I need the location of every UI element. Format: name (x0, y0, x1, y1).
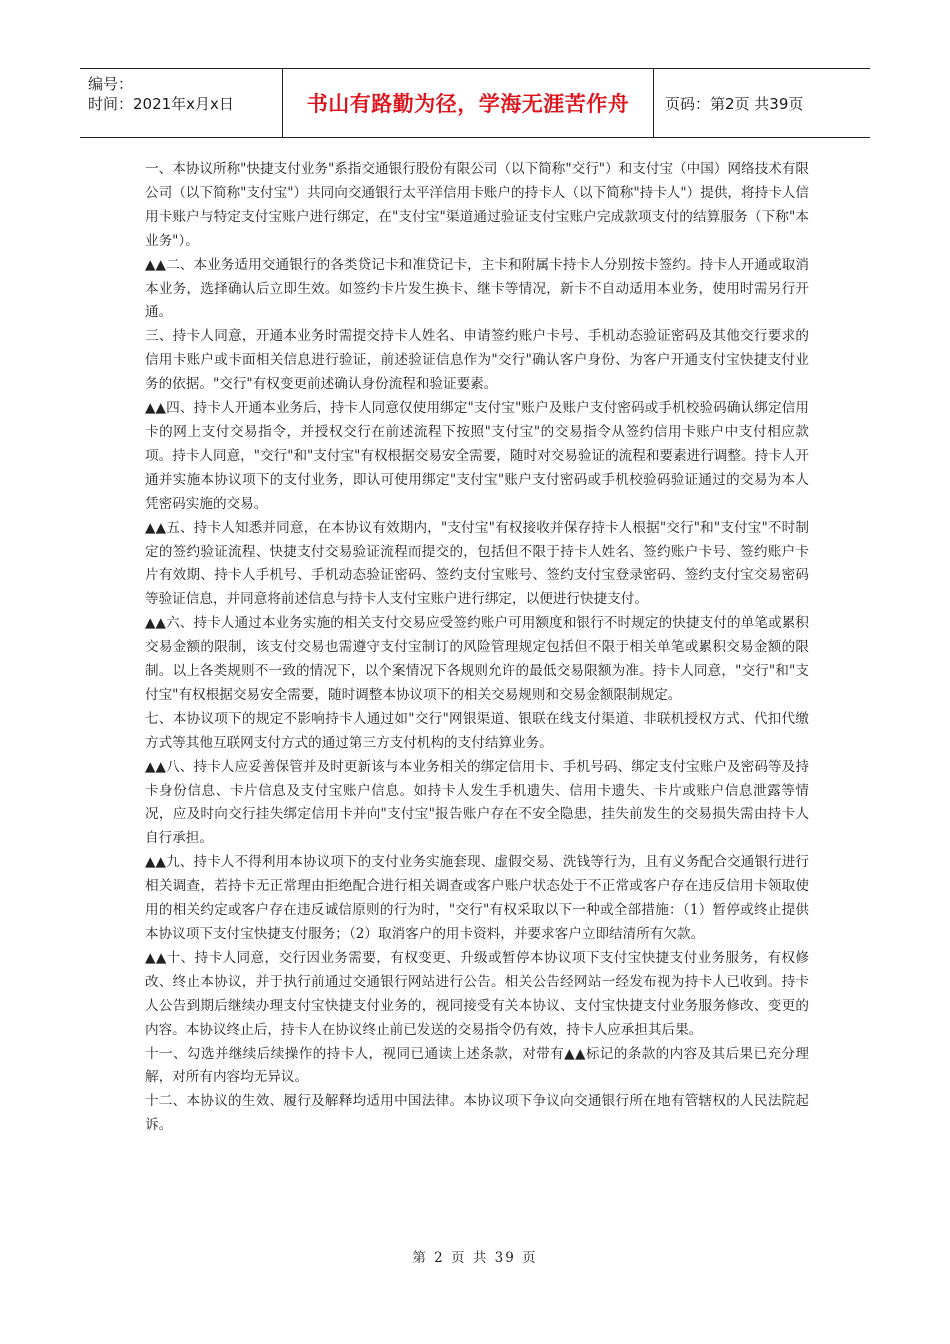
document-number: 编号： (88, 75, 134, 93)
clause-2: ▲▲二、本业务适用交通银行的各类贷记卡和准贷记卡，主卡和附属卡持卡人分别按卡签约。持卡人开通或取消本业务，选择确认后立即生效。如签约卡片发生换卡、继卡等情况，新卡不自动适用本业务，使用时需另行开通。 (145, 256, 809, 321)
page-header (80, 68, 870, 138)
clause-11: 十一、勾选并继续后续操作的持卡人，视同已通读上述条款，对带有▲▲标记的条款的内容及其后果已充分理解，对所有内容均无异议。 (145, 1045, 809, 1086)
clause-5: ▲▲五、持卡人知悉并同意，在本协议有效期内，"支付宝"有权接收并保存持卡人根据"交行"和"支付宝"不时制定的签约验证流程、快捷支付交易验证流程而提交的，包括但不限于持卡人姓名、签约账户卡号、签约账户卡片有效期、持卡人手机号、手机动态验证密码、签约支付宝账号、签约支付宝登录密码、签约支付宝交易密码等验证信息，并同意将前述信息与持卡人支付宝账户进行绑定，以便进行快捷支付。 (145, 519, 809, 608)
header-page-info: 页码：第2页 共39页 (665, 95, 804, 113)
clause-7: 七、本协议项下的规定不影响持卡人通过如"交行"网银渠道、银联在线支付渠道、非联机授权方式、代扣代缴方式等其他互联网支付方式的通过第三方支付机构的支付结算业务。 (145, 710, 809, 751)
clause-1: 一、本协议所称"快捷支付业务"系指交通银行股份有限公司（以下简称"交行"）和支付宝（中国）网络技术有限公司（以下简称"支付宝"）共同向交通银行太平洋信用卡账户的持卡人（以下简称"持卡人"）提供，将持卡人信用卡账户与特定支付宝账户进行绑定，在"支付宝"渠道通过验证支付宝账户完成款项支付的结算服务（下称"本业务"）。 (145, 161, 809, 249)
clause-6: ▲▲六、持卡人通过本业务实施的相关支付交易应受签约账户可用额度和银行不时规定的快捷支付的单笔或累积交易金额的限制，该支付交易也需遵守支付宝制订的风险管理规定包括但不限于相关单笔或累积交易金额的限制。以上各类规则不一致的情况下，以个案情况下各规则允许的最低交易限额为准。持卡人同意，"交行"和"支付宝"有权根据交易安全需要，随时调整本协议项下的相关交易规则和交易金额限制规定。 (145, 615, 809, 703)
clause-3: 三、持卡人同意，开通本业务时需提交持卡人姓名、申请签约账户卡号、手机动态验证密码及其他交行要求的信用卡账户或卡面相关信息进行验证，前述验证信息作为"交行"确认客户身份、为客户开通支付宝快捷支付业务的依据。"交行"有权变更前述确认身份流程和验证要素。 (145, 328, 809, 393)
clause-4: ▲▲四、持卡人开通本业务后，持卡人同意仅使用绑定"支付宝"账户及账户支付密码或手机校验码确认绑定信用卡的网上支付交易指令，并授权交行在前述流程下按照"支付宝"的交易指令从签约信用卡账户中支付相应款项。持卡人同意，"交行"和"支付宝"有权根据交易安全需要，随时对交易验证的流程和要素进行调整。持卡人开通并实施本协议项下的支付业务，即认可使用绑定"支付宝"账户支付密码或手机校验码验证通过的交易为本人凭密码实施的交易。 (145, 400, 809, 512)
header-motto: 书山有路勤为径，学海无涯苦作舟 (283, 69, 654, 137)
clause-10: ▲▲十、持卡人同意，交行因业务需要，有权变更、升级或暂停本协议项下支付宝快捷支付业务服务，有权修改、终止本协议，并于执行前通过交通银行网站进行公告。相关公告经网站一经发布视为持卡人已收到。持卡人公告到期后继续办理支付宝快捷支付业务的，视同接受有关本协议、支付宝快捷支付业务服务修改、变更的内容。本协议终止后，持卡人在协议终止前已发送的交易指令仍有效，持卡人应承担其后果。 (145, 949, 809, 1038)
clause-8: ▲▲八、持卡人应妥善保管并及时更新该与本业务相关的绑定信用卡、手机号码、绑定支付宝账户及密码等及持卡身份信息、卡片信息及支付宝账户信息。如持卡人发生手机遗失、信用卡遗失、卡片或账户信息泄露等情况，应及时向交行挂失绑定信用卡并向"支付宝"报告账户存在不安全隐患，挂失前发生的交易损失需由持卡人自行承担。 (145, 758, 809, 847)
page-footer: 第 2 页 共 39 页 (412, 1250, 538, 1266)
document-body (145, 158, 809, 1138)
clause-9: ▲▲九、持卡人不得利用本协议项下的支付业务实施套现、虚假交易、洗钱等行为，且有义务配合交通银行进行相关调查，若持卡无正常理由拒绝配合进行相关调查或客户账户状态处于不正常或客户存在违反信用卡领取使用的相关约定或客户存在违反诚信原则的行为时，"交行"有权采取以下一种或全部措施：（1）暂停或终止提供本协议项下支付宝快捷支付服务；（2）取消客户的用卡资料，并要求客户立即结清所有欠款。 (145, 854, 809, 942)
header-meta-cell (80, 69, 283, 137)
clause-12: 十二、本协议的生效、履行及解释均适用中国法律。本协议项下争议向交通银行所在地有管辖权的人民法院起诉。 (145, 1093, 809, 1134)
document-date: 时间：2021年x月x日 (88, 95, 234, 113)
